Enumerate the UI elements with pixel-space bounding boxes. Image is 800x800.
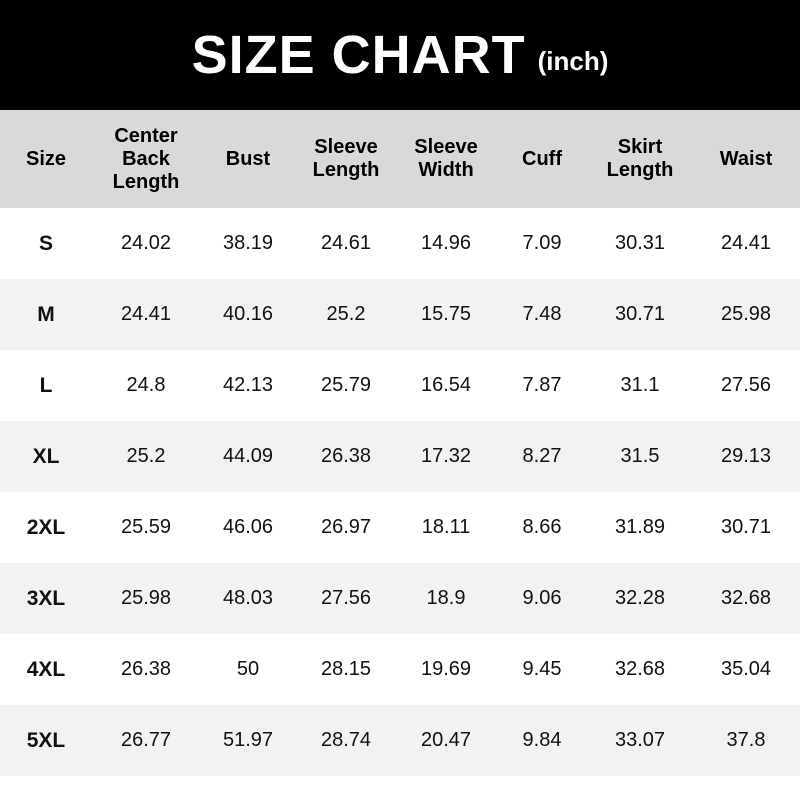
size-chart-table bbox=[0, 110, 800, 776]
column-header-waist bbox=[692, 110, 800, 208]
header-line: Back bbox=[122, 147, 170, 170]
cell-cuff: 7.09 bbox=[496, 208, 588, 279]
cell-cuff: 9.84 bbox=[496, 705, 588, 776]
header-line: Bust bbox=[225, 147, 271, 170]
cell-sleeve-length: 27.56 bbox=[296, 563, 396, 634]
cell-center-back-length: 26.77 bbox=[92, 705, 200, 776]
cell-center-back-length: 24.41 bbox=[92, 279, 200, 350]
header-line: Length bbox=[606, 159, 674, 181]
cell-skirt-length: 30.71 bbox=[588, 279, 692, 350]
header-line: Sleeve bbox=[314, 136, 378, 158]
cell-skirt-length: 31.1 bbox=[588, 350, 692, 421]
cell-skirt-length: 32.68 bbox=[588, 634, 692, 705]
column-header-sleeve-length bbox=[296, 110, 396, 208]
header-line: Length bbox=[112, 170, 180, 193]
cell-center-back-length: 25.98 bbox=[92, 563, 200, 634]
cell-waist: 24.41 bbox=[692, 208, 800, 279]
cell-center-back-length: 24.02 bbox=[92, 208, 200, 279]
table-row bbox=[0, 421, 800, 492]
table-row bbox=[0, 634, 800, 705]
cell-cuff: 9.45 bbox=[496, 634, 588, 705]
cell-skirt-length: 31.5 bbox=[588, 421, 692, 492]
cell-sleeve-length: 28.15 bbox=[296, 634, 396, 705]
cell-cuff: 7.87 bbox=[496, 350, 588, 421]
header-line: Cuff bbox=[522, 147, 562, 170]
unit-label: (inch) bbox=[537, 46, 609, 76]
cell-bust: 46.06 bbox=[200, 492, 296, 563]
cell-sleeve-width: 15.75 bbox=[396, 279, 496, 350]
cell-sleeve-width: 18.9 bbox=[396, 563, 496, 634]
cell-cuff: 7.48 bbox=[496, 279, 588, 350]
cell-sleeve-length: 25.79 bbox=[296, 350, 396, 421]
header-line: Center bbox=[114, 124, 178, 147]
cell-center-back-length: 26.38 bbox=[92, 634, 200, 705]
cell-skirt-length: 33.07 bbox=[588, 705, 692, 776]
cell-skirt-length: 32.28 bbox=[588, 563, 692, 634]
column-header-sleeve-width bbox=[396, 110, 496, 208]
cell-size: S bbox=[0, 208, 92, 279]
table-body bbox=[0, 208, 800, 776]
table-row bbox=[0, 350, 800, 421]
cell-sleeve-length: 26.97 bbox=[296, 492, 396, 563]
header-line: Size bbox=[25, 147, 67, 170]
cell-size: M bbox=[0, 279, 92, 350]
column-header-bust bbox=[200, 110, 296, 208]
cell-cuff: 8.27 bbox=[496, 421, 588, 492]
cell-center-back-length: 25.2 bbox=[92, 421, 200, 492]
cell-center-back-length: 25.59 bbox=[92, 492, 200, 563]
table-row bbox=[0, 208, 800, 279]
cell-sleeve-width: 17.32 bbox=[396, 421, 496, 492]
header-line: Length bbox=[312, 159, 380, 181]
cell-bust: 48.03 bbox=[200, 563, 296, 634]
cell-sleeve-length: 25.2 bbox=[296, 279, 396, 350]
cell-waist: 25.98 bbox=[692, 279, 800, 350]
cell-bust: 42.13 bbox=[200, 350, 296, 421]
cell-waist: 27.56 bbox=[692, 350, 800, 421]
header-line: Width bbox=[418, 159, 474, 181]
cell-sleeve-length: 26.38 bbox=[296, 421, 396, 492]
column-header-skirt-length bbox=[588, 110, 692, 208]
table-row bbox=[0, 563, 800, 634]
table-header bbox=[0, 110, 800, 208]
cell-sleeve-width: 18.11 bbox=[396, 492, 496, 563]
column-header-center-back-length bbox=[92, 110, 200, 208]
cell-sleeve-length: 24.61 bbox=[296, 208, 396, 279]
cell-bust: 50 bbox=[200, 634, 296, 705]
cell-sleeve-length: 28.74 bbox=[296, 705, 396, 776]
cell-sleeve-width: 20.47 bbox=[396, 705, 496, 776]
cell-bust: 40.16 bbox=[200, 279, 296, 350]
column-header-size bbox=[0, 110, 92, 208]
cell-cuff: 8.66 bbox=[496, 492, 588, 563]
table-row bbox=[0, 705, 800, 776]
cell-waist: 32.68 bbox=[692, 563, 800, 634]
cell-size: 5XL bbox=[0, 705, 92, 776]
header-row bbox=[0, 110, 800, 208]
chart-title-bar bbox=[0, 0, 800, 110]
cell-waist: 35.04 bbox=[692, 634, 800, 705]
column-header-cuff bbox=[496, 110, 588, 208]
table-row bbox=[0, 492, 800, 563]
header-line: Sleeve bbox=[414, 136, 478, 158]
table-row bbox=[0, 279, 800, 350]
cell-waist: 29.13 bbox=[692, 421, 800, 492]
cell-bust: 38.19 bbox=[200, 208, 296, 279]
header-line: Skirt bbox=[617, 136, 663, 158]
cell-waist: 37.8 bbox=[692, 705, 800, 776]
cell-bust: 51.97 bbox=[200, 705, 296, 776]
cell-sleeve-width: 19.69 bbox=[396, 634, 496, 705]
cell-sleeve-width: 16.54 bbox=[396, 350, 496, 421]
page-title: SIZE CHART bbox=[191, 25, 526, 85]
cell-waist: 30.71 bbox=[692, 492, 800, 563]
header-line: Waist bbox=[719, 147, 773, 170]
cell-size: 2XL bbox=[0, 492, 92, 563]
cell-skirt-length: 31.89 bbox=[588, 492, 692, 563]
cell-center-back-length: 24.8 bbox=[92, 350, 200, 421]
cell-size: 4XL bbox=[0, 634, 92, 705]
cell-sleeve-width: 14.96 bbox=[396, 208, 496, 279]
cell-size: L bbox=[0, 350, 92, 421]
cell-cuff: 9.06 bbox=[496, 563, 588, 634]
cell-size: 3XL bbox=[0, 563, 92, 634]
cell-bust: 44.09 bbox=[200, 421, 296, 492]
cell-size: XL bbox=[0, 421, 92, 492]
cell-skirt-length: 30.31 bbox=[588, 208, 692, 279]
